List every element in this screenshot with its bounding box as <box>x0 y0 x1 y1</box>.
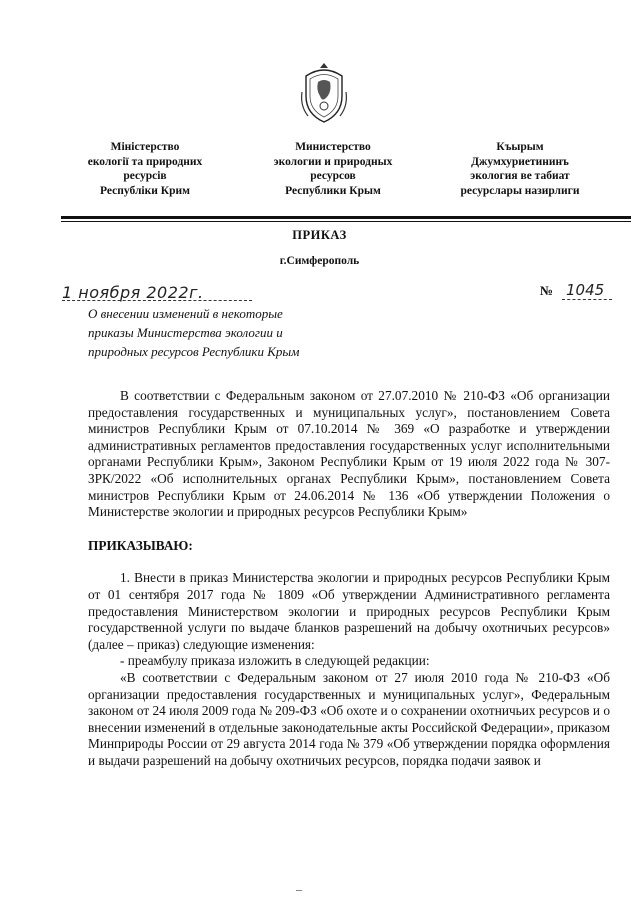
number-label: № <box>540 283 554 298</box>
document-subject <box>88 304 368 361</box>
date-underline <box>62 300 252 301</box>
subject-line: приказы Министерства экологии и <box>88 325 283 340</box>
header-line: ресурсів <box>123 170 167 182</box>
header-line: екології та природних <box>87 155 203 168</box>
header-line: экологии и природных <box>273 155 393 168</box>
number-underline <box>562 299 612 300</box>
header-line: Министерство <box>295 141 371 153</box>
document-title: ПРИКАЗ <box>292 228 347 242</box>
handwritten-number: 1045 <box>566 281 605 299</box>
handwritten-date: 1 ноября 2022г. <box>62 283 204 302</box>
header-crimean-tatar <box>445 140 595 198</box>
header-line: экология ве табиат <box>470 170 570 182</box>
header-line: ресурсов <box>310 170 356 182</box>
document-city: г.Симферополь <box>279 255 360 267</box>
header-divider-thick <box>61 216 631 219</box>
item-1-dash-paragraph: - преамбулу приказа изложить в следующей редакции: <box>120 653 430 669</box>
header-line: Республики Крым <box>285 184 381 197</box>
page-mark <box>296 890 302 891</box>
header-line: ресурслары назирлиги <box>460 184 580 197</box>
header-line: Джумхуриетининъ <box>471 155 569 168</box>
order-heading: ПРИКАЗЫВАЮ: <box>88 537 193 553</box>
header-line: Міністерство <box>110 141 180 153</box>
subject-line: природных ресурсов Республики Крым <box>88 344 300 359</box>
header-line: Республіки Крим <box>100 184 190 197</box>
header-ukrainian <box>70 140 220 198</box>
item-1-paragraph: 1. Внести в приказ Министерства экологии и природных ресурсов Республики Крым от 01 сентября 2017 года № 1809 «Об утверждении Административного регламента предоставления Министерством экологии и природных ресурсов Республики Крым государственной услуги по выдаче бланков разрешений на добычу охотничьих ресурсов» (далее – приказ) следующие изменения: <box>88 570 610 652</box>
header-line: Къырым <box>496 141 544 153</box>
preamble-paragraph: В соответствии с Федеральным законом от 27.07.2010 № 210-ФЗ «Об организации предоставления государственных и муниципальных услуг», постановлением Совета министров Республики Крым от 07.10.2014 № 369 «О разработке и утверждении административных регламентов предоставления государственных услуг исполнительными органами Республики Крым», Законом Республики Крым от 19 июля 2022 года № 307-ЗРК/2022 «Об исполнительных органах Республики Крым», постановлением Совета министров Республики Крым от 24.06.2014 № 136 «Об утверждении Положения о Министерстве экологии и природных ресурсов Республики Крым» <box>88 388 610 520</box>
document-body <box>88 388 610 769</box>
subject-line: О внесении изменений в некоторые <box>88 306 283 321</box>
item-1-quote-paragraph: «В соответствии с Федеральным законом от 27 июля 2010 года № 210-ФЗ «Об организации предоставления государственных и муниципальных услуг», Федеральным законом от 24 июля 2009 года № 209-ФЗ «Об охоте и о сохранении охотничьих ресурсов и о внесении изменений в отдельные законодательные акты Российской Федерации», приказом Минприроды России от 29 августа 2014 года № 379 «Об утверждении порядка оформления и выдачи разрешений на добычу охотничьих ресурсов, порядка подачи заявок и <box>88 669 610 768</box>
header-russian <box>258 140 408 198</box>
header-divider-thin <box>61 221 631 222</box>
crimea-coat-of-arms-emblem <box>298 62 350 124</box>
